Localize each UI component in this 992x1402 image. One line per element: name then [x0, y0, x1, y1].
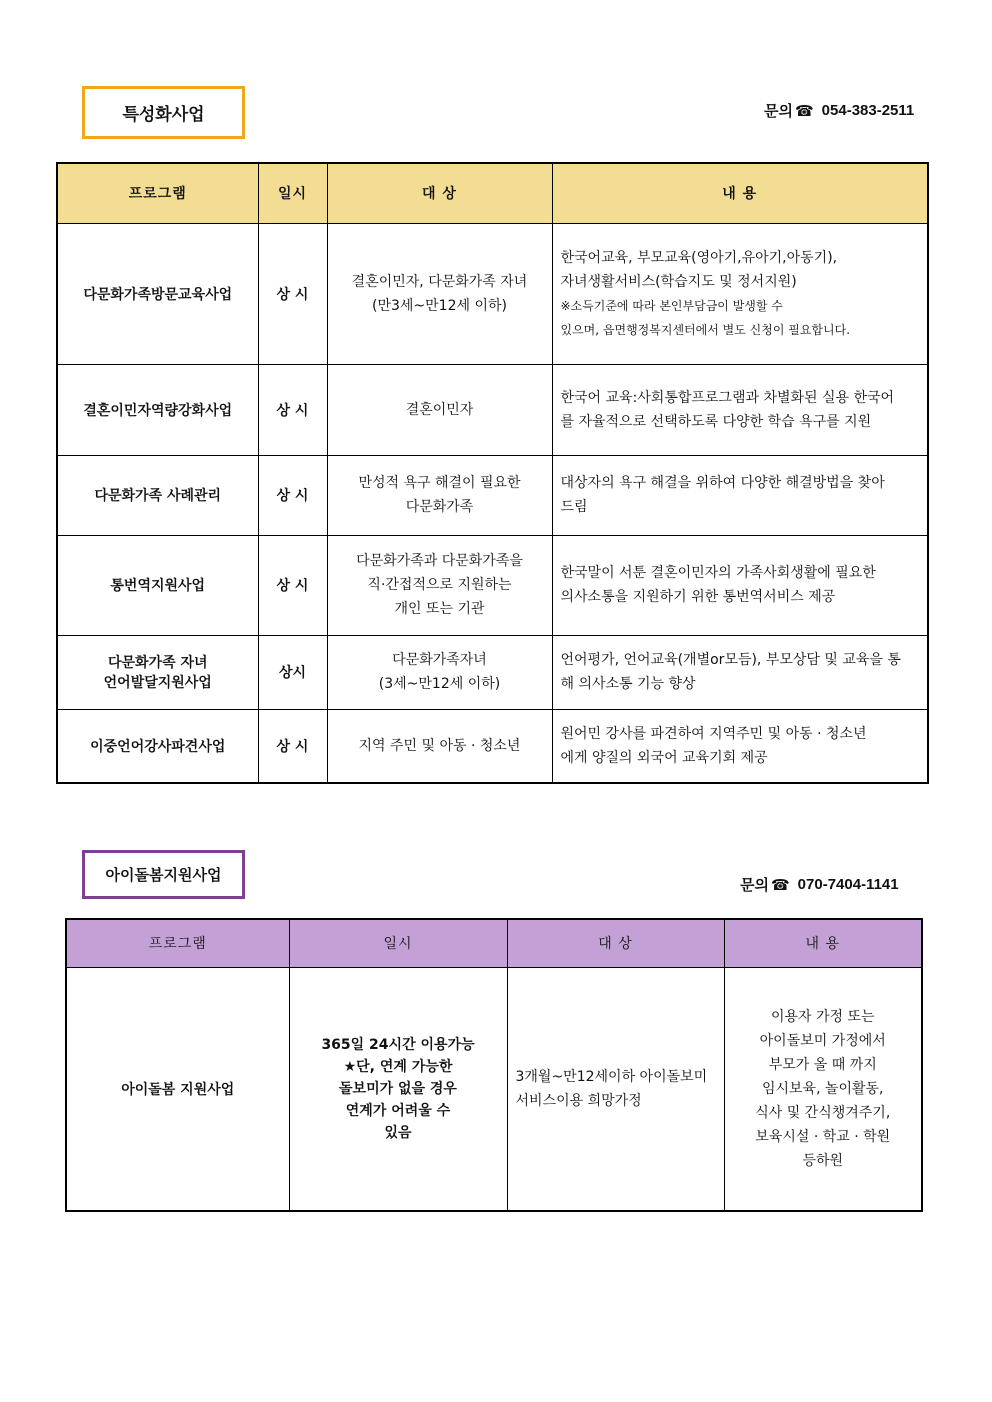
section2-title: 아이돌봄지원사업	[82, 850, 245, 899]
target-cell	[327, 635, 552, 709]
program-cell-line: 다문화가족 자녀	[107, 655, 208, 671]
cell-line: 돌보미가 없을 경우	[339, 1080, 457, 1097]
table-row	[57, 455, 928, 535]
schedule-cell: 상 시	[258, 364, 327, 455]
content-cell	[552, 709, 928, 783]
content-cell-line: 원어민 강사를 파견하여 지역주민 및 아동 · 청소년	[560, 725, 867, 742]
content-cell-line: 대상자의 욕구 해결을 위하여 다양한 해결방법을 찾아	[560, 475, 885, 491]
target-cell-line: 직·간접적으로 지원하는	[367, 577, 512, 593]
table-header-row	[57, 163, 928, 223]
program-cell	[57, 223, 258, 364]
schedule-cell	[289, 967, 507, 1211]
content-cell-line: 의사소통을 지원하기 위한 통번역서비스 제공	[560, 589, 836, 605]
table-header-row	[66, 919, 922, 967]
content-cell	[552, 535, 928, 635]
target-cell-line: 만성적 욕구 해결이 필요한	[358, 475, 521, 491]
target-cell-line: 다문화가족자녀	[392, 652, 487, 668]
content-cell	[552, 364, 928, 455]
cell-line: ★단, 연계 가능한	[343, 1058, 453, 1075]
target-cell-line: 다문화가족과 다문화가족을	[356, 553, 523, 569]
target-cell	[507, 967, 724, 1211]
table-row	[66, 967, 922, 1211]
schedule-cell: 상 시	[258, 455, 327, 535]
content-cell-line: 한국말이 서툰 결혼이민자의 가족사회생활에 필요한	[560, 565, 876, 581]
table-row	[57, 709, 928, 783]
content-cell-line: 를 자율적으로 선택하도록 다양한 학습 욕구를 지원	[560, 413, 872, 430]
program-cell	[57, 709, 258, 783]
target-cell-line: 결혼이민자, 다문화가족 자녀	[351, 273, 528, 290]
content-cell	[552, 455, 928, 535]
phone-icon: ☎	[770, 875, 790, 894]
header-target: 대 상	[507, 919, 724, 967]
cell-line: 365일 24시간 이용가능	[321, 1036, 475, 1053]
contact-label: 문의	[764, 102, 793, 120]
target-cell	[327, 455, 552, 535]
header-content: 내 용	[552, 163, 928, 223]
cell-line: 등하원	[802, 1152, 844, 1169]
schedule-cell: 상 시	[258, 709, 327, 783]
header-program: 프로그램	[66, 919, 289, 967]
header-program: 프로그램	[57, 163, 258, 223]
cell-line: 3개월~만12세이하 아이돌보미	[515, 1068, 708, 1085]
program-cell	[57, 535, 258, 635]
target-cell-line: (만3세~만12세 이하)	[372, 297, 507, 314]
header-content: 내 용	[724, 919, 922, 967]
content-cell	[552, 635, 928, 709]
cell-line: 임시보육, 놀이활동,	[761, 1080, 884, 1097]
target-cell-line: (3세~만12세 이하)	[378, 676, 501, 692]
section1-title: 특성화사업	[82, 86, 245, 139]
table-row	[57, 535, 928, 635]
contact-label: 문의	[740, 876, 769, 894]
section1-contact	[764, 100, 914, 121]
program-cell-line: 언어발달지원사업	[103, 675, 212, 691]
cell-line: 이용자 가정 또는	[770, 1008, 875, 1025]
program-cell-line: 결혼이민자역량강화사업	[83, 402, 233, 419]
contact-number: 054-383-2511	[821, 102, 915, 119]
target-cell-line: 지역 주민 및 아동 · 청소년	[358, 737, 521, 754]
header-schedule: 일시	[289, 919, 507, 967]
schedule-cell: 상시	[258, 635, 327, 709]
note-line: ※소득기준에 따라 본인부담금이 발생할 수	[560, 298, 783, 313]
table-row	[57, 364, 928, 455]
cell-line: 서비스이용 희망가정	[515, 1092, 642, 1109]
target-cell	[327, 709, 552, 783]
special-programs-table	[56, 162, 929, 784]
target-cell-line: 다문화가족	[405, 499, 474, 515]
content-cell	[724, 967, 922, 1211]
content-cell-line: 한국어교육, 부모교육(영아기,유아기,아동기),	[560, 249, 838, 266]
cell-line: 부모가 올 때 까지	[768, 1056, 877, 1073]
content-cell-line: 언어평가, 언어교육(개별or모듬), 부모상담 및 교육을 통	[560, 652, 901, 668]
header-target: 대 상	[327, 163, 552, 223]
target-cell	[327, 535, 552, 635]
schedule-cell: 상 시	[258, 535, 327, 635]
childcare-table	[65, 918, 923, 1212]
table-row	[57, 223, 928, 364]
program-cell: 아이돌봄 지원사업	[66, 967, 289, 1211]
target-cell	[327, 364, 552, 455]
program-cell	[57, 364, 258, 455]
cell-line: 보육시설 · 학교 · 학원	[755, 1128, 891, 1145]
note-line: 있으며, 읍면행정복지센터에서 별도 신청이 필요합니다.	[560, 322, 851, 337]
program-cell-line: 이중언어강사파견사업	[90, 738, 226, 755]
cell-line: 식사 및 간식챙겨주기,	[755, 1104, 891, 1121]
program-cell-line: 다문화가족 사례관리	[94, 488, 222, 504]
program-cell	[57, 455, 258, 535]
cell-line: 있음	[384, 1124, 412, 1141]
contact-number: 070-7404-1141	[797, 876, 899, 893]
target-cell-line: 개인 또는 기관	[394, 601, 485, 617]
content-cell-line: 에게 양질의 외국어 교육기회 제공	[560, 749, 768, 766]
table-row	[57, 635, 928, 709]
schedule-cell: 상 시	[258, 223, 327, 364]
content-cell-line: 드림	[560, 499, 588, 515]
program-cell	[57, 635, 258, 709]
program-cell-line: 통번역지원사업	[110, 578, 206, 594]
content-cell-line: 자녀생활서비스(학습지도 및 정서지원)	[560, 273, 797, 290]
cell-line: 아이돌보미 가정에서	[759, 1032, 886, 1049]
target-cell-line: 결혼이민자	[405, 401, 474, 418]
content-cell-line: 한국어 교육:사회통합프로그램과 차별화된 실용 한국어	[560, 389, 895, 406]
content-cell	[552, 223, 928, 364]
header-schedule: 일시	[258, 163, 327, 223]
program-cell-line: 다문화가족방문교육사업	[83, 286, 233, 303]
phone-icon: ☎	[794, 101, 814, 120]
cell-line: 연계가 어려울 수	[345, 1102, 451, 1119]
target-cell	[327, 223, 552, 364]
section2-contact	[740, 874, 899, 895]
content-cell-line: 해 의사소통 기능 향상	[560, 676, 696, 692]
